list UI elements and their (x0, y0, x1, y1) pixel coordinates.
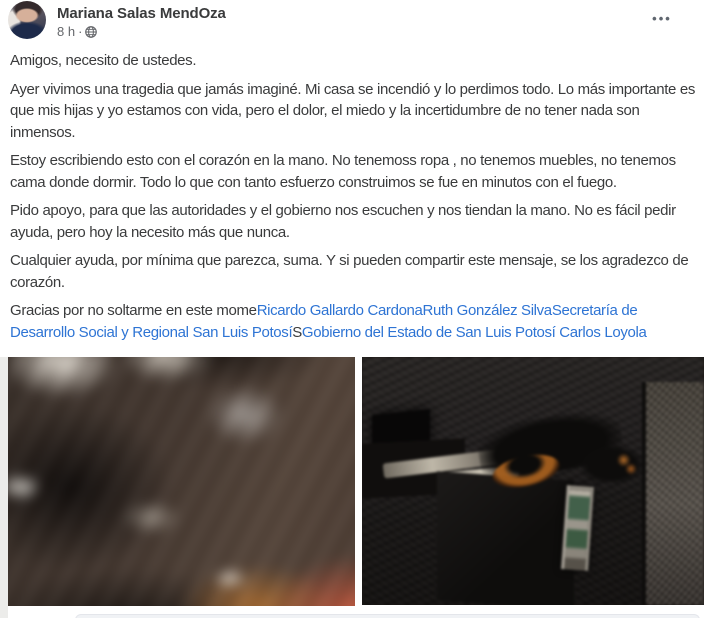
photo-left-image (8, 357, 355, 606)
post-meta (57, 24, 97, 39)
post-paragraph: Ayer vivimos una tragedia que jamás imaginé. Mi casa se incendió y lo perdimos todo. Lo más importante es que mis hijas y yo estamos con vida, pero el dolor, el miedo y la incertidumbre de no tener nada son inmensos. (10, 80, 696, 141)
more-options-button[interactable] (642, 4, 682, 32)
post-paragraph: Estoy escribiendo esto con el corazón en la mano. No tenemoss ropa , no tenemos muebles, no tenemos cama donde dormir. Todo lo que con tanto esfuerzo construimos se fue en minutos con el fuego. (10, 152, 676, 191)
photo-burned-wall-right[interactable] (362, 357, 704, 605)
avatar[interactable] (8, 1, 46, 39)
comment-composer-peek[interactable] (75, 614, 700, 618)
mention-ricardo-gallardo-cardona[interactable]: Ricardo Gallardo Cardona (256, 302, 423, 319)
photo-fire-debris-left[interactable] (8, 357, 355, 606)
globe-icon (85, 26, 97, 38)
mention-gobierno-san-luis-potosi[interactable]: Gobierno del Estado de San Luis Potosí Carlos Loyola (301, 323, 647, 341)
post-closing-paragraph (10, 300, 704, 343)
closing-mid-text: S (292, 323, 302, 341)
post-paragraph: Cualquier ayuda, por mínima que parezca, suma. Y si pueden compartir este mensaje, se los agradezco de corazón. (10, 252, 689, 291)
mention-secretaria-desarrollo-social[interactable]: Secretaría de Desarrollo Social y Regional San Luis Potosí (10, 302, 638, 341)
author-name[interactable]: Mariana Salas MendOza (57, 5, 226, 22)
photo-right-image (362, 357, 704, 605)
mention-ruth-gonzalez-silva[interactable]: Ruth González Silva (422, 302, 552, 319)
post-paragraph: Amigos, necesito de ustedes. (10, 52, 197, 69)
more-options-icon: ••• (652, 10, 672, 26)
timestamp[interactable]: 8 h (57, 24, 76, 39)
closing-lead-text: Gracias por no soltarme en este mome (10, 302, 257, 319)
post-paragraph: Pido apoyo, para que las autoridades y el gobierno nos escuchen y nos tiendan la mano. No es fácil pedir ayuda, pero hoy la necesito más que nunca. (10, 202, 676, 241)
post-text (10, 50, 704, 350)
post-header (0, 0, 711, 46)
meta-separator: · (78, 24, 83, 39)
page-background-strip (0, 357, 8, 618)
